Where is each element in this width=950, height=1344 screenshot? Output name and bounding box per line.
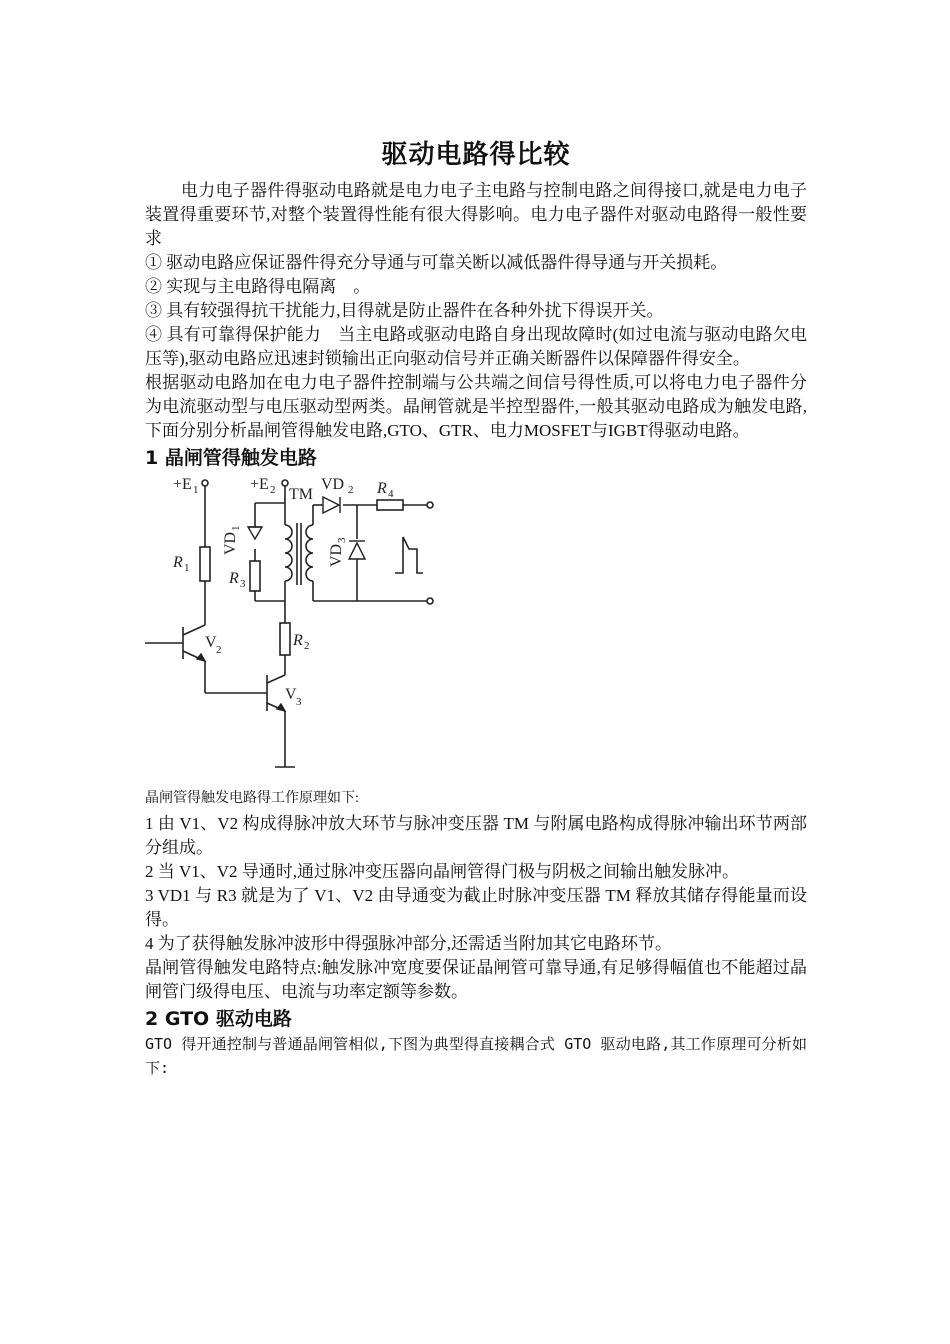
label-vd2-sub: 2 [348,484,354,496]
label-r1: R [173,554,183,571]
section-1-heading: 1 晶闸管得触发电路 [145,447,317,469]
label-e1-sub: 1 [193,484,199,496]
label-v3: V [285,686,297,703]
label-e2: +E [250,476,269,493]
label-r3-sub: 3 [240,578,246,590]
point-2: 2 当 V1、V2 导通时,通过脉冲变压器向晶闸管得门极与阴极之间输出触发脉冲。 [145,862,740,881]
label-r4: R [377,480,387,497]
label-tm: TM [289,486,313,503]
intro-paragraph: 电力电子器件得驱动电路就是电力电子主电路与控制电路之间得接口,就是电力电子装置得重要环节,对整个装置得性能有很大得影响。电力电子器件对驱动电路得一般性要求 [145,181,807,248]
label-e2-sub: 2 [270,484,276,496]
label-vd2: VD [321,476,345,493]
label-vd1: VD [222,531,239,555]
label-r4-sub: 4 [388,488,394,500]
requirement-2: ② 实现与主电路得电隔离 。 [145,277,371,296]
label-vd1-sub: 1 [230,525,242,531]
document-body [145,128,807,1080]
features-paragraph: 晶闸管得触发电路特点:触发脉冲宽度要保证晶闸管可靠导通,有足够得幅值也不能超过晶闸管门级得电压、电流与功率定额等参数。 [145,958,807,1001]
document-title: 驱动电路得比较 [381,140,571,170]
section-2-heading: 2 GTO 驱动电路 [145,1008,292,1030]
label-v2-sub: 2 [216,644,222,656]
circuit-diagram [145,475,445,780]
label-r1-sub: 1 [184,562,190,574]
label-r2: R [293,632,303,649]
requirement-4: ④ 具有可靠得保护能力 当主电路或驱动电路自身出现故障时(如过电流与驱动电路欠电压等),驱动电路应迅速封锁输出正向驱动信号并正确关断器件以保障器件得安全。 [145,325,807,368]
label-vd3: VD [328,543,345,567]
label-v2: V [205,634,217,651]
classification-paragraph: 根据驱动电路加在电力电子器件控制端与公共端之间信号得性质,可以将电力电子器件分为电流驱动型与电压驱动型两类。晶闸管就是半控型器件,一般其驱动电路成为触发电路,下面分别分析晶闸管得触发电路,GTO、GTR、电力MOSFET与IGBT得驱动电路。 [145,373,807,440]
section-2-paragraph: GTO 得开通控制与普通晶闸管相似,下图为典型得直接耦合式 GTO 驱动电路,其工作原理可分析如下: [145,1035,807,1077]
point-3: 3 VD1 与 R3 就是为了 V1、V2 由导通变为截止时脉冲变压器 TM 释放其储存得能量而设得。 [145,886,807,929]
label-v3-sub: 3 [296,696,302,708]
label-vd3-sub: 3 [336,537,348,543]
label-r2-sub: 2 [304,640,310,652]
point-4: 4 为了获得触发脉冲波形中得强脉冲部分,还需适当附加其它电路环节。 [145,934,672,953]
requirement-3: ③ 具有较强得抗干扰能力,目得就是防止器件在各种外扰下得误开关。 [145,301,664,320]
figure-caption: 晶闸管得触发电路得工作原理如下: [145,791,359,806]
point-1: 1 由 V1、V2 构成得脉冲放大环节与脉冲变压器 TM 与附属电路构成得脉冲输出环节两部分组成。 [145,814,807,857]
label-e1: +E [173,476,192,493]
label-r3: R [229,570,239,587]
thyristor-trigger-circuit-figure [145,475,445,780]
requirement-1: ① 驱动电路应保证器件得充分导通与可靠关断以减低器件得导通与开关损耗。 [145,253,728,272]
